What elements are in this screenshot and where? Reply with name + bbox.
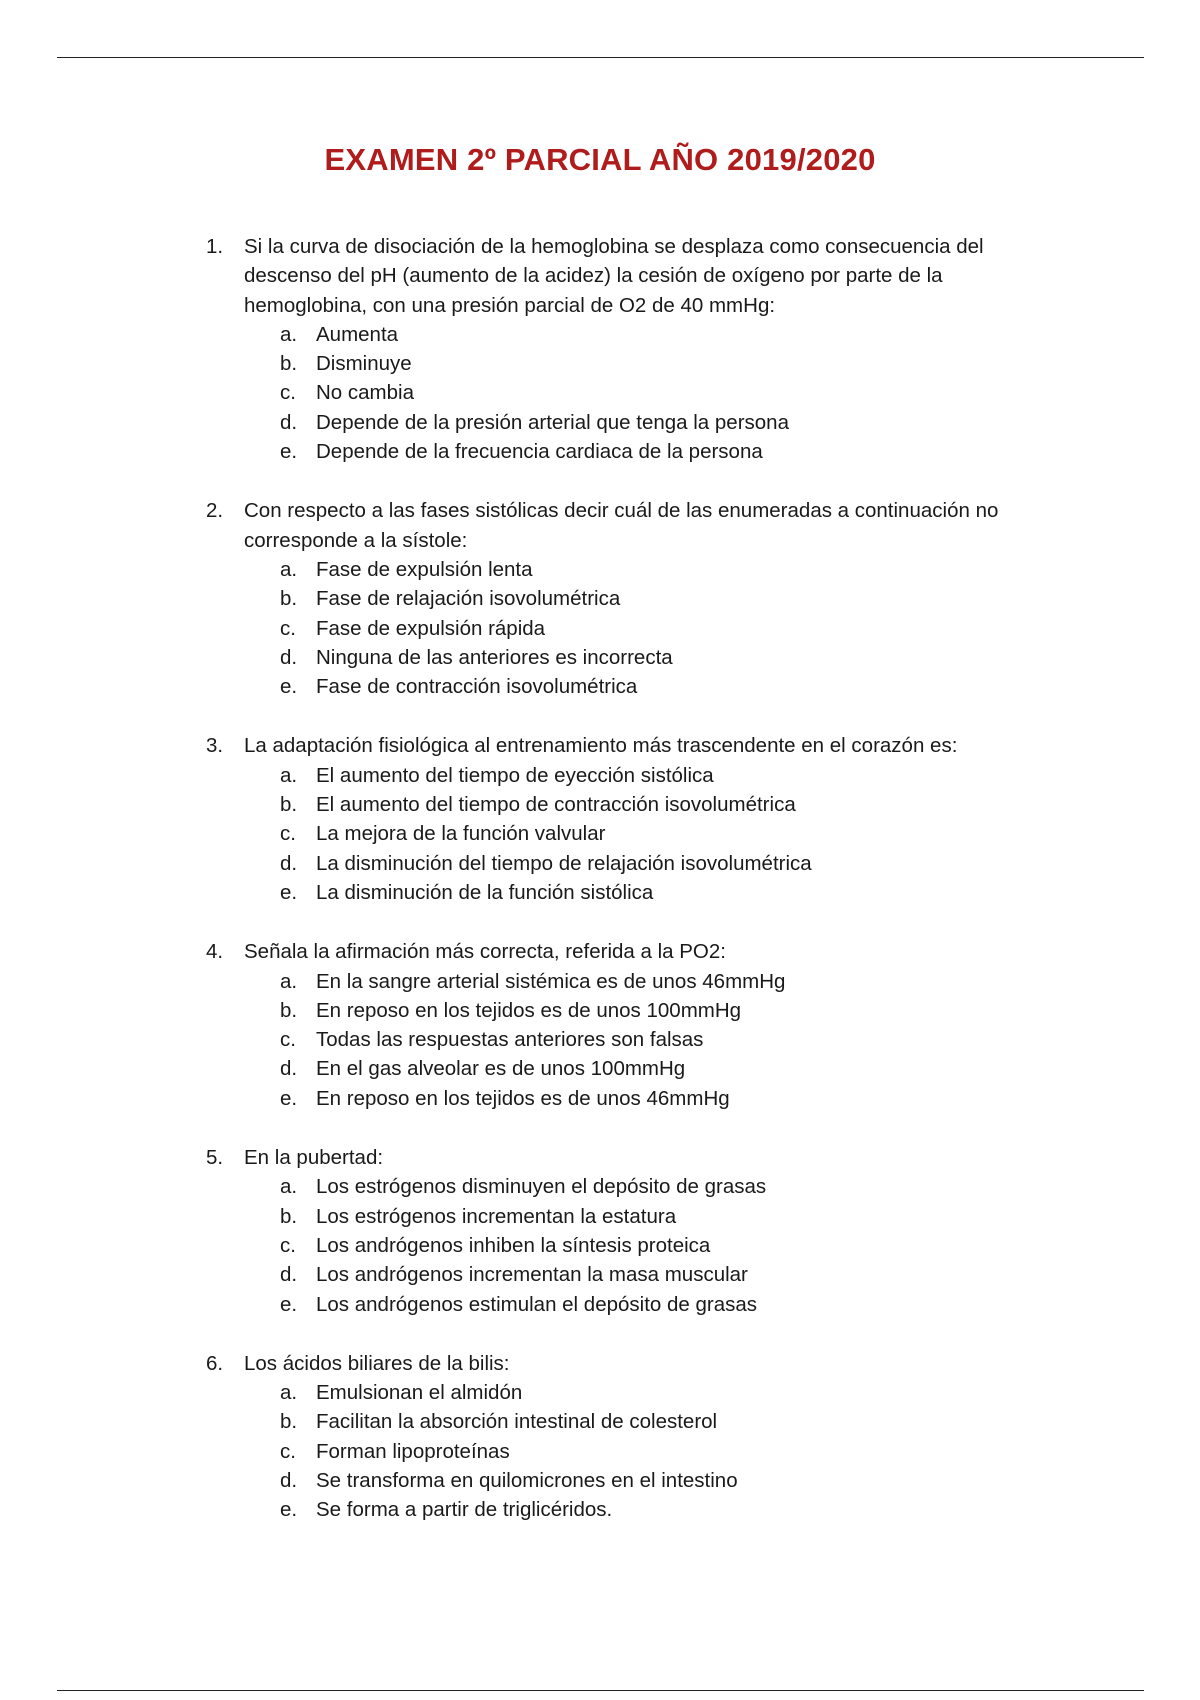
option-a xyxy=(280,1378,1066,1407)
question-number: 1. xyxy=(206,235,224,258)
option-letter: e. xyxy=(280,675,298,699)
option-e xyxy=(280,1495,1066,1524)
option-text: Los andrógenos incrementan la masa muscular xyxy=(316,1263,748,1287)
question-text: Señala la afirmación más correcta, referida a la PO2: xyxy=(244,940,726,964)
option-text: Disminuye xyxy=(316,352,412,376)
option-a xyxy=(280,1172,1066,1201)
option-list xyxy=(244,555,1066,701)
question-text: Con respecto a las fases sistólicas decir cuál de las enumeradas a continuación no corresponde a la sístole: xyxy=(244,499,999,552)
question-text: Si la curva de disociación de la hemoglobina se desplaza como consecuencia del descenso del pH (aumento de la acidez) la cesión de oxígeno por parte de la hemoglobina, con una presión parcial de O2 de 40 mmHg: xyxy=(244,235,984,317)
option-letter: b. xyxy=(280,1410,298,1434)
option-b xyxy=(280,790,1066,819)
option-text: Los andrógenos inhiben la síntesis proteica xyxy=(316,1233,711,1257)
option-letter: b. xyxy=(280,1204,298,1228)
top-rule xyxy=(57,57,1144,58)
question-4 xyxy=(206,937,1066,1113)
option-letter: d. xyxy=(280,1057,298,1081)
option-text: Los estrógenos incrementan la estatura xyxy=(316,1204,677,1228)
option-text: Facilitan la absorción intestinal de colesterol xyxy=(316,1410,718,1434)
option-letter: a. xyxy=(280,1175,298,1199)
option-d xyxy=(280,1260,1066,1289)
option-text: Todas las respuestas anteriores son falsas xyxy=(316,1028,704,1052)
option-b xyxy=(280,1407,1066,1436)
option-text: La disminución del tiempo de relajación isovolumétrica xyxy=(316,851,812,875)
option-c xyxy=(280,378,1066,407)
option-letter: c. xyxy=(280,616,296,640)
option-a xyxy=(280,967,1066,996)
option-text: En el gas alveolar es de unos 100mmHg xyxy=(316,1057,686,1081)
option-text: Ninguna de las anteriores es incorrecta xyxy=(316,645,673,669)
option-letter: b. xyxy=(280,587,298,611)
option-letter: e. xyxy=(280,1498,298,1522)
exam-title: EXAMEN 2º PARCIAL AÑO 2019/2020 xyxy=(324,142,876,177)
option-text: En reposo en los tejidos es de unos 100mmHg xyxy=(316,998,742,1022)
bottom-rule xyxy=(57,1690,1144,1691)
option-a xyxy=(280,320,1066,349)
option-letter: c. xyxy=(280,381,296,405)
option-text: La disminución de la función sistólica xyxy=(316,880,654,904)
option-text: El aumento del tiempo de eyección sistólica xyxy=(316,763,714,787)
option-list xyxy=(244,320,1066,466)
option-d xyxy=(280,1466,1066,1495)
option-text: Los estrógenos disminuyen el depósito de grasas xyxy=(316,1175,767,1199)
option-e xyxy=(280,672,1066,701)
option-b xyxy=(280,996,1066,1025)
option-c xyxy=(280,614,1066,643)
option-b xyxy=(280,584,1066,613)
question-3 xyxy=(206,731,1066,907)
option-text: Depende de la presión arterial que tenga la persona xyxy=(316,410,789,434)
option-b xyxy=(280,349,1066,378)
option-letter: b. xyxy=(280,352,298,376)
question-number: 3. xyxy=(206,734,224,758)
option-letter: d. xyxy=(280,645,298,669)
option-e xyxy=(280,1084,1066,1113)
option-list xyxy=(244,967,1066,1113)
option-letter: a. xyxy=(280,322,298,346)
option-c xyxy=(280,819,1066,848)
option-c xyxy=(280,1231,1066,1260)
option-text: Fase de relajación isovolumétrica xyxy=(316,587,621,611)
option-text: Emulsionan el almidón xyxy=(316,1381,523,1405)
option-letter: a. xyxy=(280,557,298,581)
question-text: La adaptación fisiológica al entrenamiento más trascendente en el corazón es: xyxy=(244,734,958,758)
option-text: Se transforma en quilomicrones en el intestino xyxy=(316,1468,738,1492)
option-letter: d. xyxy=(280,1263,298,1287)
option-c xyxy=(280,1025,1066,1054)
option-list xyxy=(244,1378,1066,1524)
option-letter: a. xyxy=(280,969,298,993)
option-text: Depende de la frecuencia cardiaca de la persona xyxy=(316,440,763,464)
option-letter: b. xyxy=(280,793,298,817)
option-letter: d. xyxy=(280,410,298,434)
option-c xyxy=(280,1437,1066,1466)
question-2 xyxy=(206,496,1066,701)
option-letter: e. xyxy=(280,1292,298,1316)
option-text: Fase de expulsión rápida xyxy=(316,616,546,640)
option-e xyxy=(280,437,1066,466)
question-list xyxy=(206,232,1066,1555)
option-letter: c. xyxy=(280,822,296,846)
option-text: El aumento del tiempo de contracción isovolumétrica xyxy=(316,793,796,817)
option-letter: d. xyxy=(280,1468,298,1492)
option-d xyxy=(280,408,1066,437)
option-letter: c. xyxy=(280,1028,296,1052)
option-letter: d. xyxy=(280,851,298,875)
option-letter: e. xyxy=(280,440,298,464)
question-1 xyxy=(206,232,1066,466)
option-text: Se forma a partir de triglicéridos. xyxy=(316,1498,613,1522)
option-text: Aumenta xyxy=(316,322,399,346)
option-a xyxy=(280,761,1066,790)
option-text: En la sangre arterial sistémica es de unos 46mmHg xyxy=(316,969,786,993)
question-number: 6. xyxy=(206,1351,224,1375)
option-b xyxy=(280,1202,1066,1231)
option-d xyxy=(280,1054,1066,1083)
option-letter: c. xyxy=(280,1233,296,1257)
question-number: 5. xyxy=(206,1146,224,1170)
option-list xyxy=(244,1172,1066,1318)
option-d xyxy=(280,849,1066,878)
question-text: Los ácidos biliares de la bilis: xyxy=(244,1351,510,1375)
option-text: Forman lipoproteínas xyxy=(316,1439,510,1463)
option-a xyxy=(280,555,1066,584)
option-letter: a. xyxy=(280,763,298,787)
option-list xyxy=(244,761,1066,907)
option-text: Fase de contracción isovolumétrica xyxy=(316,675,638,699)
option-letter: c. xyxy=(280,1439,296,1463)
option-e xyxy=(280,878,1066,907)
option-text: Los andrógenos estimulan el depósito de grasas xyxy=(316,1292,758,1316)
option-letter: b. xyxy=(280,998,298,1022)
option-letter: e. xyxy=(280,1086,298,1110)
question-number: 2. xyxy=(206,499,224,523)
option-text: La mejora de la función valvular xyxy=(316,822,606,846)
option-letter: e. xyxy=(280,880,298,904)
option-text: Fase de expulsión lenta xyxy=(316,557,533,581)
option-text: No cambia xyxy=(316,381,414,405)
option-text: En reposo en los tejidos es de unos 46mmHg xyxy=(316,1086,730,1110)
question-5 xyxy=(206,1143,1066,1319)
option-e xyxy=(280,1290,1066,1319)
option-d xyxy=(280,643,1066,672)
question-text: En la pubertad: xyxy=(244,1146,384,1170)
question-6 xyxy=(206,1349,1066,1525)
option-letter: a. xyxy=(280,1381,298,1405)
question-number: 4. xyxy=(206,940,224,964)
